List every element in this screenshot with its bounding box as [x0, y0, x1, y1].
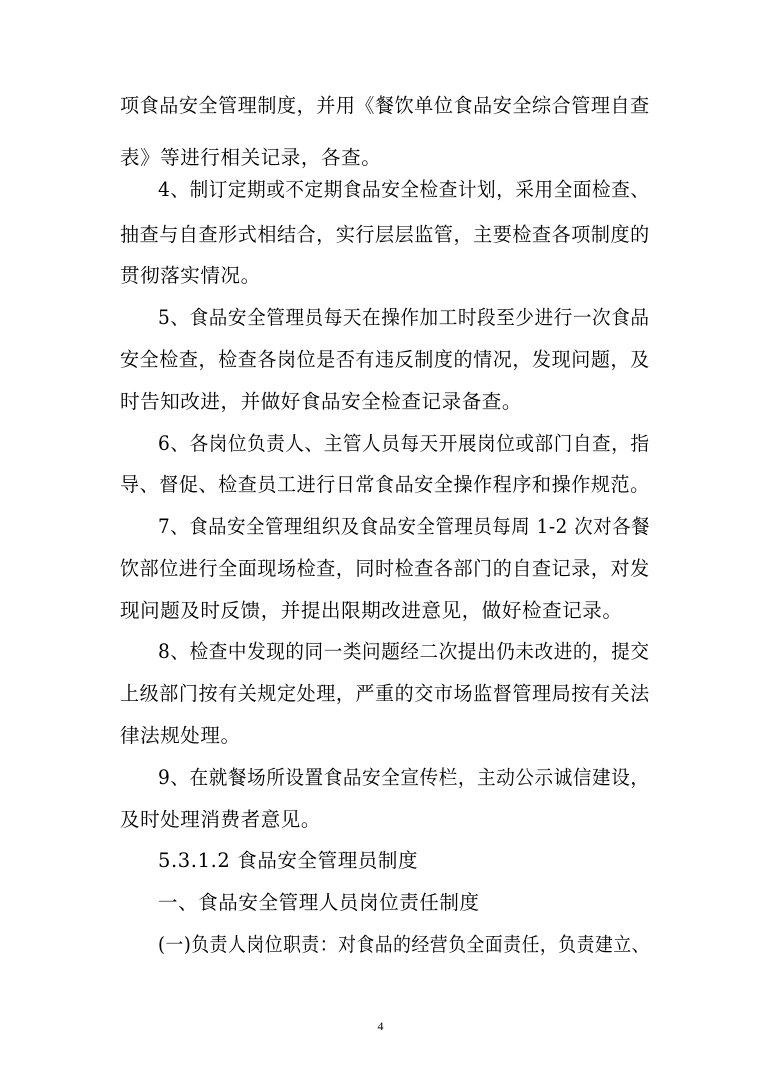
text-line-2: 表》等进行相关记录，各查。 [120, 146, 382, 169]
text-line-9: 6、各岗位负责人、主管人员每天开展岗位或部门自查，指 [158, 432, 650, 455]
page-number: 4 [377, 1019, 384, 1033]
text-line-13: 现问题及时反馈，并提出限期改进意见，做好检查记录。 [120, 599, 623, 622]
text-line-16: 律法规处理。 [120, 724, 241, 747]
text-line-1: 项食品安全管理制度，并用《餐饮单位食品安全综合管理自查 [120, 94, 650, 117]
section-heading: 5.3.1.2 食品安全管理员制度 [158, 849, 419, 872]
text-line-4: 抽查与自查形式相结合，实行层层监管，主要检查各项制度的 [120, 223, 650, 246]
text-line-7: 安全检查，检查各岗位是否有违反制度的情况，发现问题，及 [120, 348, 650, 371]
text-line-11: 7、食品安全管理组织及食品安全管理员每周 1-2 次对各餐 [158, 515, 651, 538]
text-line-21: (一)负责人岗位职责：对食品的经营负全面责任，负责建立、 [158, 933, 651, 956]
text-line-6: 5、食品安全管理员每天在操作加工时段至少进行一次食品 [158, 306, 650, 329]
text-line-15: 上级部门按有关规定处理，严重的交市场监督管理局按有关法 [120, 682, 650, 705]
text-line-18: 及时处理消费者意见。 [120, 808, 322, 831]
text-line-10: 导、督促、检查员工进行日常食品安全操作程序和操作规范。 [120, 473, 650, 496]
subsection-heading: 一、食品安全管理人员岗位责任制度 [158, 891, 480, 914]
text-line-3: 4、制订定期或不定期食品安全检查计划，采用全面检查、 [158, 178, 650, 201]
text-line-17: 9、在就餐场所设置食品安全宣传栏，主动公示诚信建设， [158, 766, 650, 789]
text-line-5: 贯彻落实情况。 [120, 264, 261, 287]
text-line-14: 8、检查中发现的同一类问题经二次提出仍未改进的，提交 [158, 640, 650, 663]
text-line-12: 饮部位进行全面现场检查，同时检查各部门的自查记录，对发 [120, 557, 650, 580]
text-line-8: 时告知改进，并做好食品安全检查记录备查。 [120, 390, 523, 413]
